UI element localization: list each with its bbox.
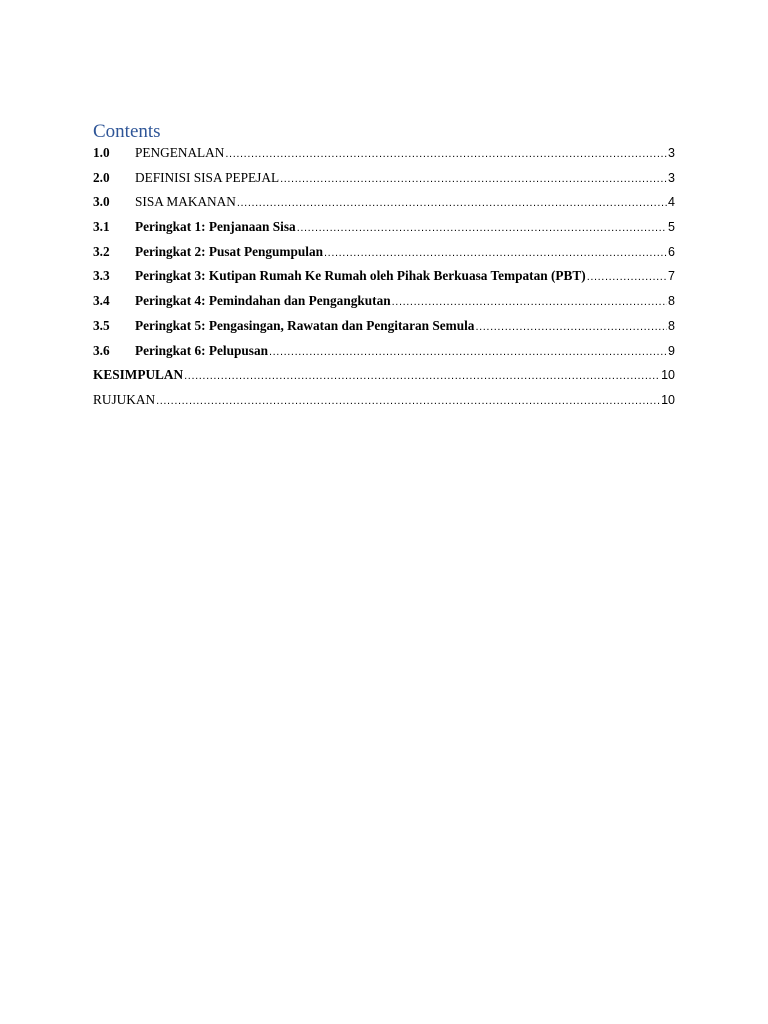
toc-entry-page: 3: [668, 146, 675, 160]
toc-entry-page: 8: [668, 294, 675, 309]
toc-entry[interactable]: [93, 341, 675, 366]
toc-dot-leader: [225, 145, 667, 163]
toc-entry-page: 10: [661, 392, 675, 407]
toc-dot-leader: [324, 244, 667, 262]
toc-dot-leader: [392, 293, 667, 311]
toc-dot-leader: [269, 343, 667, 361]
toc-dot-leader: [280, 170, 667, 188]
toc-entry-title: SISA MAKANAN: [135, 194, 236, 210]
toc-entry-title: DEFINISI SISA PEPEJAL: [135, 169, 280, 185]
toc-entry[interactable]: [93, 143, 675, 168]
toc-entry[interactable]: [93, 266, 675, 291]
toc-entry-title: KESIMPULAN: [93, 367, 184, 383]
toc-entry-title: Peringkat 3: Kutipan Rumah Ke Rumah oleh Pihak Berkuasa Tempatan (PBT): [135, 268, 586, 284]
toc-entry-page: 8: [668, 318, 675, 333]
toc-title: Contents: [93, 121, 161, 142]
toc-dot-leader: [156, 392, 660, 410]
toc-entry-title: Peringkat 4: Pemindahan dan Pengangkutan: [135, 293, 391, 309]
toc-entry-kesimpulan[interactable]: [93, 365, 675, 390]
toc-entry-number: 3.4: [93, 293, 110, 309]
toc-dot-leader: [237, 194, 667, 212]
toc-entry-title: Peringkat 1: Penjanaan Sisa: [135, 219, 296, 235]
toc-entry-title: Peringkat 2: Pusat Pengumpulan: [135, 243, 324, 259]
toc-entry[interactable]: [93, 168, 675, 193]
toc-entry-number: 3.0: [93, 194, 110, 210]
toc-entry-page: 6: [668, 244, 675, 259]
toc-entry-number: 2.0: [93, 169, 110, 185]
toc-entry-number: 1.0: [93, 145, 110, 160]
toc-entry-rujukan[interactable]: [93, 390, 675, 415]
toc-dot-leader: [297, 219, 667, 237]
toc-list: [93, 143, 675, 415]
toc-entry-title: Peringkat 5: Pengasingan, Rawatan dan Pengitaran Semula: [135, 317, 475, 333]
toc-entry-number: 3.6: [93, 342, 110, 358]
toc-dot-leader: [184, 367, 660, 385]
toc-entry-title: Peringkat 6: Pelupusan: [135, 342, 268, 358]
toc-entry-page: 9: [668, 343, 675, 358]
toc-entry-page: 5: [668, 220, 675, 235]
toc-entry[interactable]: [93, 291, 675, 316]
toc-entry-page: 3: [668, 170, 675, 185]
toc-dot-leader: [475, 318, 667, 336]
toc-entry-page: 10: [661, 368, 675, 383]
toc-entry[interactable]: [93, 242, 675, 267]
toc-entry-page: 7: [668, 269, 675, 284]
toc-entry[interactable]: [93, 316, 675, 341]
toc-entry[interactable]: [93, 192, 675, 217]
toc-entry[interactable]: [93, 217, 675, 242]
toc-entry-number: 3.3: [93, 268, 110, 284]
toc-entry-title: RUJUKAN: [93, 391, 156, 407]
toc-dot-leader: [587, 268, 667, 286]
toc-entry-page: 4: [668, 195, 675, 210]
toc-entry-title: PENGENALAN: [135, 145, 225, 160]
toc-entry-number: 3.2: [93, 243, 110, 259]
toc-entry-number: 3.1: [93, 219, 110, 235]
toc-entry-number: 3.5: [93, 317, 110, 333]
